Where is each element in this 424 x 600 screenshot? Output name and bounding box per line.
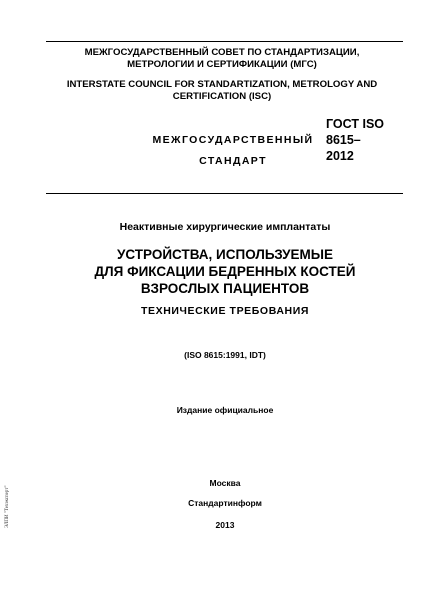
standard-type-line-1: МЕЖГОСУДАРСТВЕННЫЙ xyxy=(152,134,314,146)
edition-note: Издание официальное xyxy=(176,405,274,415)
document-title-line-2: ДЛЯ ФИКСАЦИИ БЕДРЕННЫХ КОСТЕЙ xyxy=(94,264,356,279)
middle-rule xyxy=(46,193,403,194)
technical-requirements-heading: ТЕХНИЧЕСКИЕ ТРЕБОВАНИЯ xyxy=(140,305,310,317)
imprint-publisher: Стандартинформ xyxy=(188,498,262,508)
top-rule xyxy=(46,41,403,42)
document-title-line-3: ВЗРОСЛЫХ ПАЦИЕНТОВ xyxy=(140,281,310,296)
document-title-line-1: УСТРОЙСТВА, ИСПОЛЬЗУЕМЫЕ xyxy=(116,247,334,262)
council-name-english: INTERSTATE COUNCIL FOR STANDARTIZATION, METROLOGY AND CERTIFICATION (ISC) xyxy=(66,79,378,102)
iso-reference: (ISO 8615:1991, IDT) xyxy=(184,350,266,360)
gost-number-line-3: 2012 xyxy=(326,149,354,163)
standard-type-label xyxy=(128,130,338,172)
gost-number xyxy=(326,116,396,164)
document-subtitle: Неактивные хирургические имплантаты xyxy=(119,221,331,233)
gost-number-line-2: 8615– xyxy=(326,133,361,147)
standard-type-line-2: СТАНДАРТ xyxy=(199,155,267,167)
imprint-year: 2013 xyxy=(215,520,235,530)
imprint-city: Москва xyxy=(209,478,241,488)
gost-number-line-1: ГОСТ ISO xyxy=(326,117,385,131)
document-title xyxy=(40,246,410,297)
council-name-russian: МЕЖГОСУДАРСТВЕННЫЙ СОВЕТ ПО СТАНДАРТИЗАЦИИ, МЕТРОЛОГИИ И СЕРТИФИКАЦИИ (МГС) xyxy=(84,47,360,70)
side-stamp: ЭЛПИ "Техэксперт" xyxy=(5,485,10,528)
